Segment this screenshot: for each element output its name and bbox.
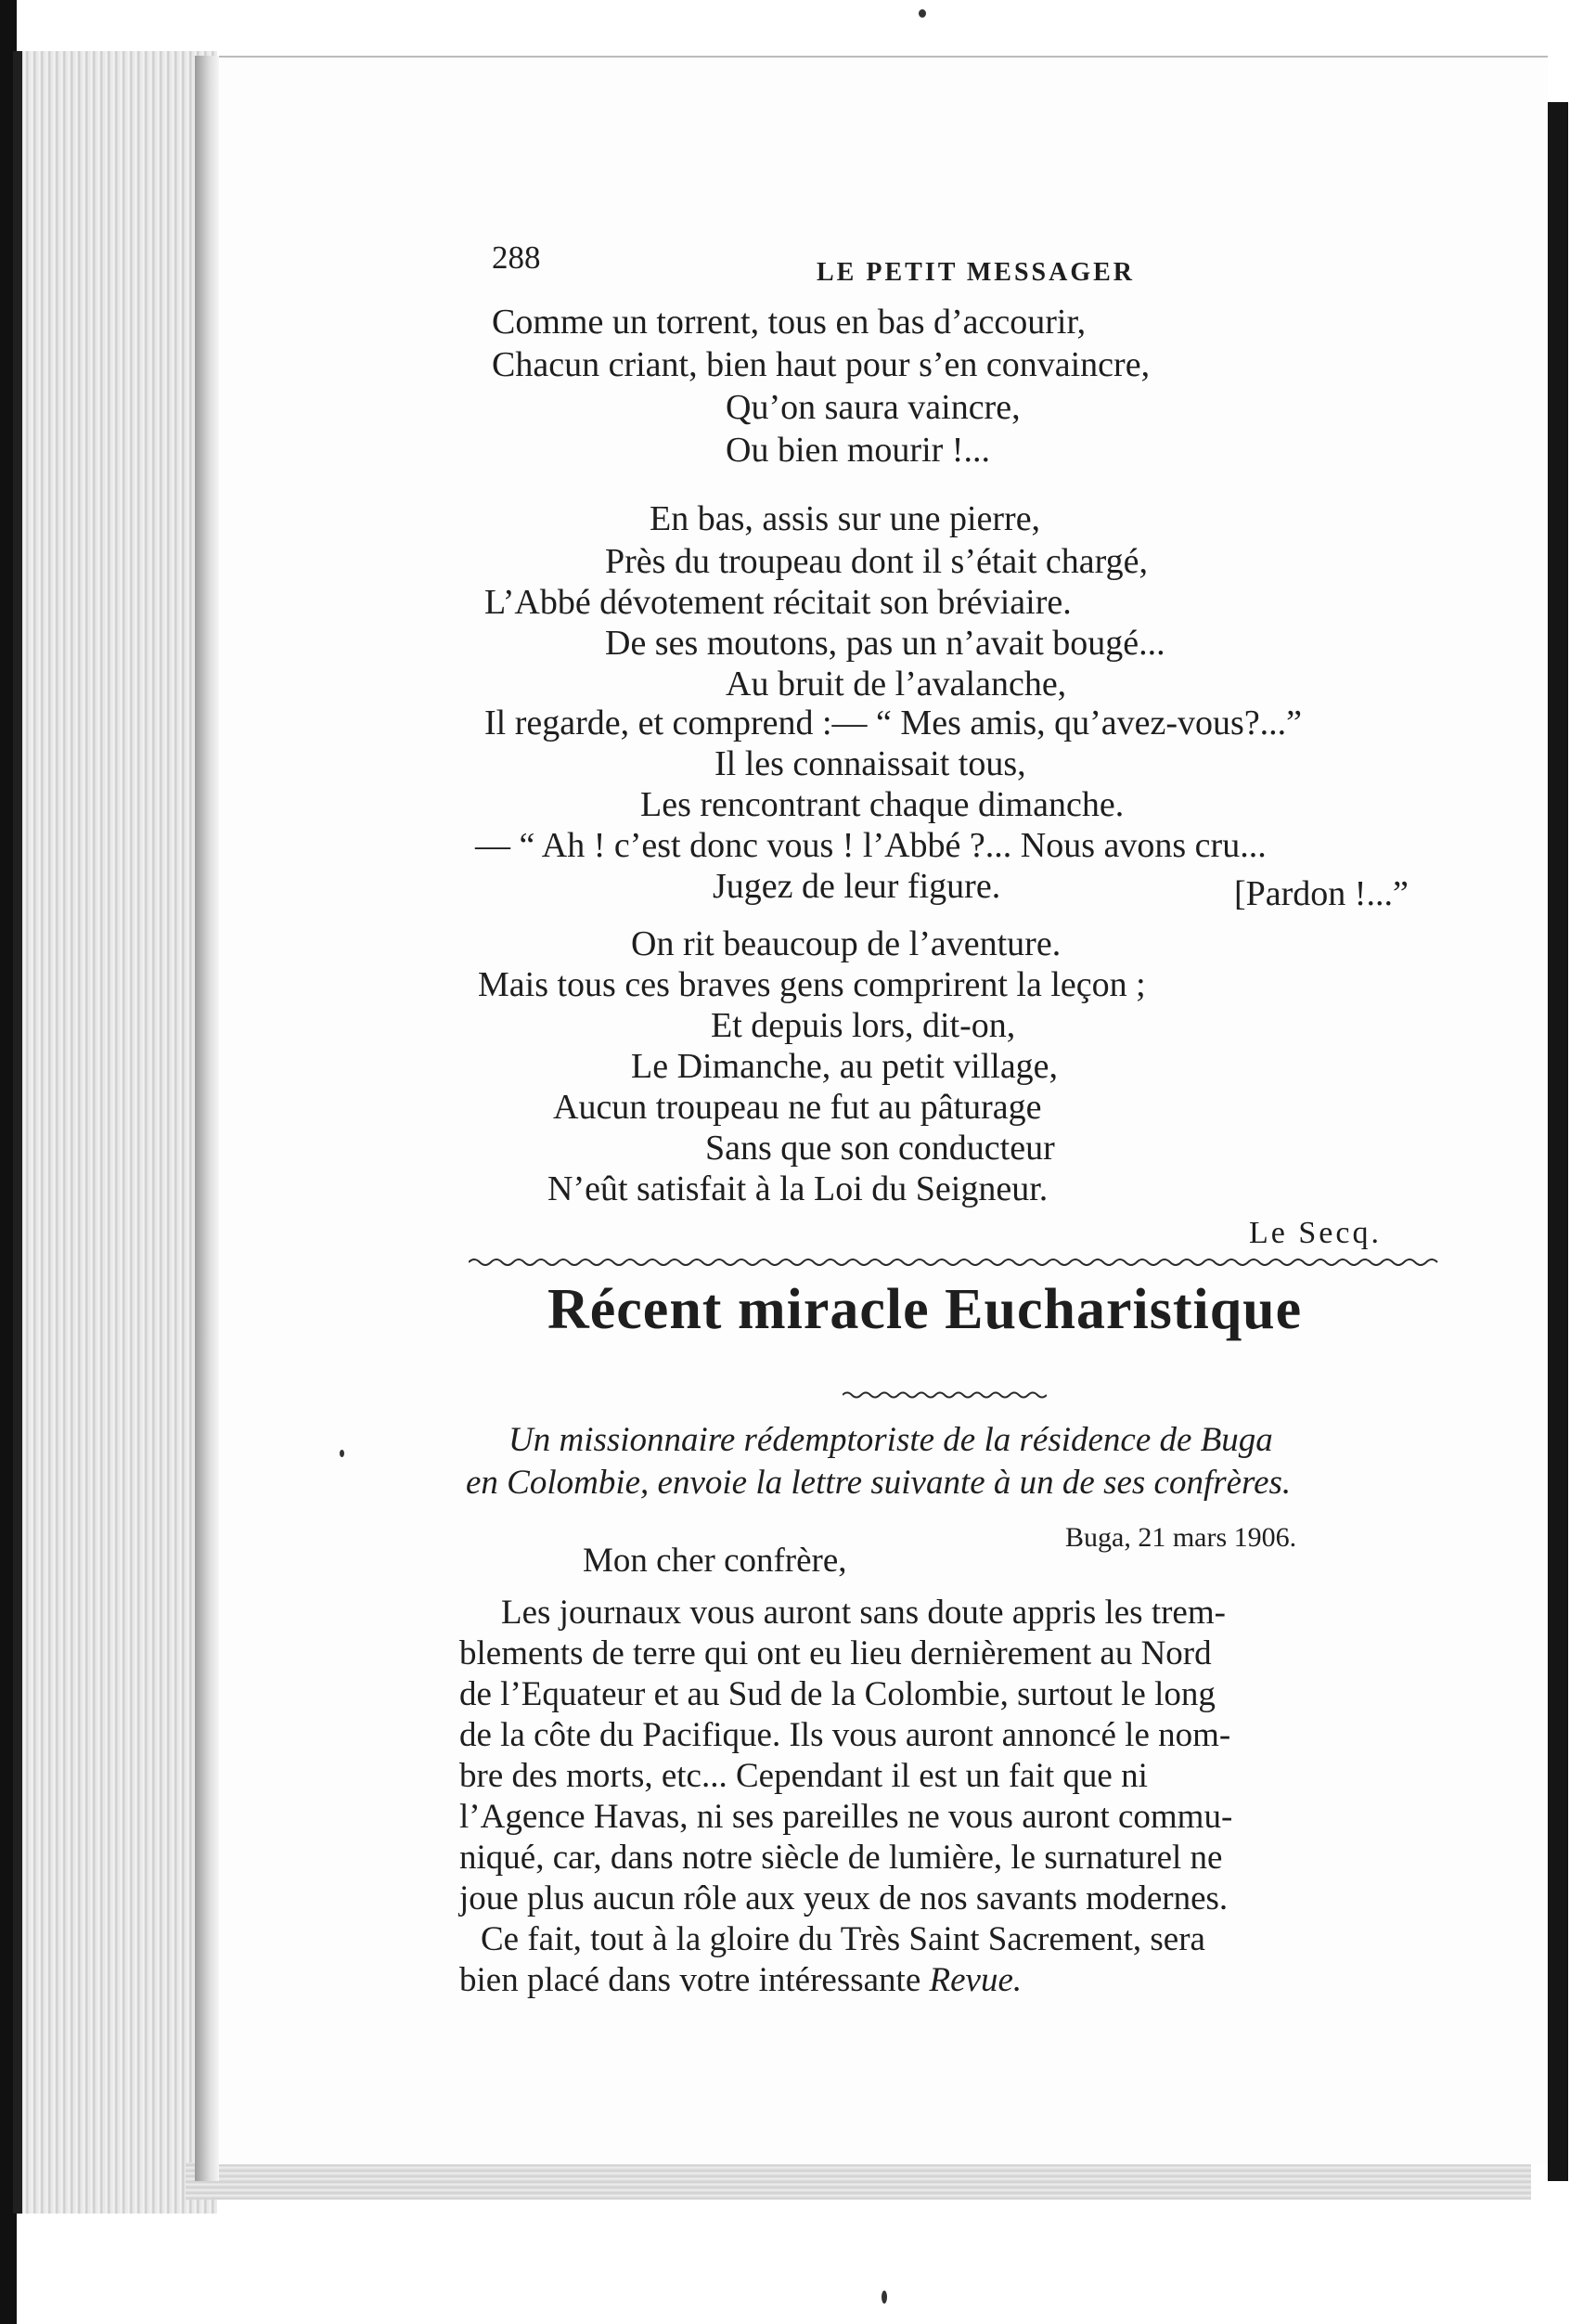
poem-line: N’eût satisfait à la Loi du Seigneur. xyxy=(547,1169,1049,1208)
italic-revue: Revue. xyxy=(929,1961,1023,1999)
intro-line: en Colombie, envoie la lettre suivante à un de ses confrères. xyxy=(466,1464,1292,1502)
poem-line: Mais tous ces braves gens comprirent la leçon ; xyxy=(478,965,1146,1004)
poem-line: Il regarde, et comprend :— “ Mes amis, qu’avez-vous?...” xyxy=(484,704,1303,742)
small-wavy-divider xyxy=(843,1388,1047,1401)
page-number: 288 xyxy=(492,239,541,276)
body-line: joue plus aucun rôle aux yeux de nos savants modernes. xyxy=(459,1879,1229,1917)
scan-speck xyxy=(882,2291,887,2304)
body-line xyxy=(459,1960,1022,2000)
letter-dateline: Buga, 21 mars 1906. xyxy=(1065,1522,1297,1553)
poem-line: Chacun criant, bien haut pour s’en convaincre, xyxy=(492,345,1151,384)
body-line: Les journaux vous auront sans doute appris les trem- xyxy=(501,1594,1226,1632)
poem-line: Et depuis lors, dit-on, xyxy=(711,1006,1016,1045)
poem-line: — “ Ah ! c’est donc vous ! l’Abbé ?... Nous avons cru... xyxy=(475,826,1267,865)
poem-line: Près du troupeau dont il s’était chargé, xyxy=(605,542,1148,581)
body-line: l’Agence Havas, ni ses pareilles ne vous auront commu- xyxy=(459,1798,1233,1836)
running-head: LE PETIT MESSAGER xyxy=(817,258,1136,287)
poem-line: Au bruit de l’avalanche, xyxy=(726,665,1067,704)
article-title: Récent miracle Eucharistique xyxy=(547,1278,1303,1341)
letter-salutation: Mon cher confrère, xyxy=(583,1542,847,1580)
wavy-divider xyxy=(469,1255,1443,1270)
body-line: de l’Equateur et au Sud de la Colombie, surtout le long xyxy=(459,1675,1216,1713)
body-line: bre des morts, etc... Cependant il est un fait que ni xyxy=(459,1757,1148,1795)
page-gutter-shadow xyxy=(195,56,219,2181)
poem-line: Jugez de leur figure. xyxy=(713,867,1001,906)
scan-speck xyxy=(919,9,926,18)
poem-line: De ses moutons, pas un n’avait bougé... xyxy=(605,624,1165,663)
poem-signature: Le Secq. xyxy=(1249,1216,1382,1250)
body-line: Ce fait, tout à la gloire du Très Saint Sacrement, sera xyxy=(481,1920,1205,1958)
poem-line: Les rencontrant chaque dimanche. xyxy=(640,785,1125,824)
body-line: de la côte du Pacifique. Ils vous auront annoncé le nom- xyxy=(459,1716,1231,1754)
poem-line: [Pardon !...” xyxy=(1234,874,1409,913)
poem-line: Comme un torrent, tous en bas d’accourir, xyxy=(492,303,1087,342)
scan-speck xyxy=(340,1450,344,1457)
book-cover-right-edge xyxy=(1548,102,1568,2181)
intro-line: Un missionnaire rédemptoriste de la résidence de Buga xyxy=(508,1421,1273,1459)
poem-line: Qu’on saura vaincre, xyxy=(726,388,1021,427)
poem-line: L’Abbé dévotement récitait son bréviaire. xyxy=(484,583,1072,622)
page-stack-bottom-edge xyxy=(186,2163,1531,2200)
poem-line: Aucun troupeau ne fut au pâturage xyxy=(553,1088,1042,1127)
body-line: blements de terre qui ont eu lieu dernièrement au Nord xyxy=(459,1634,1212,1672)
body-line-text: bien placé dans votre intéressante xyxy=(459,1961,921,1999)
poem-line: Le Dimanche, au petit village, xyxy=(631,1047,1059,1086)
poem-line: Sans que son conducteur xyxy=(705,1129,1055,1168)
body-line: niqué, car, dans notre siècle de lumière, le surnaturel ne xyxy=(459,1839,1223,1877)
poem-line: En bas, assis sur une pierre, xyxy=(650,499,1041,538)
poem-line: Ou bien mourir !... xyxy=(726,431,990,470)
poem-line: Il les connaissait tous, xyxy=(714,744,1026,783)
poem-line: On rit beaucoup de l’aventure. xyxy=(631,924,1062,963)
page-stack-edge xyxy=(13,51,217,2214)
